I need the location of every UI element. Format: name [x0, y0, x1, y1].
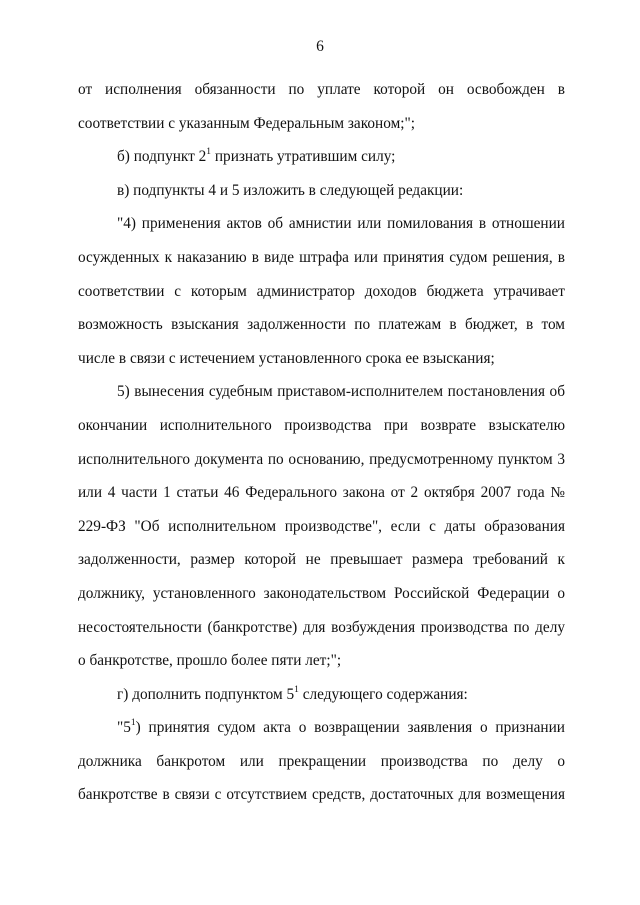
text-run: следующего содержания: — [298, 685, 468, 703]
text-run: соответствии с указанным Федеральным законом;"; — [78, 114, 415, 132]
page-number: 6 — [316, 38, 324, 55]
paragraph-p6 — [78, 375, 565, 677]
superscript: 1 — [206, 147, 212, 158]
paragraph-p5 — [78, 207, 565, 375]
text-run: "5 — [117, 719, 131, 737]
text-run: от исполнения обязанности по уплате которой он освобожден в — [78, 81, 565, 98]
paragraph-p7 — [78, 678, 565, 712]
text-run: в) подпункты 4 и 5 изложить в следующей редакции: — [117, 181, 464, 199]
text-run: ) принятия судом акта о возвращении заявления о признании должника банкротом или прекращении производства по делу о банкротстве в связи с отсутствием средств, достаточных для возмещения — [78, 719, 565, 804]
paragraph-p3 — [78, 140, 565, 174]
document-body — [78, 73, 565, 812]
text-run: б) подпункт 2 — [117, 148, 207, 166]
text-run: 5) вынесения судебным приставом-исполнителем постановления об окончании исполнительного производства при возврате взыскателю исполнительного документа по основанию, предусмотренному пунктом 3 или 4 части 1 статьи 46 Федерального закона от 2 октября 2007 года № 229-ФЗ "Об исполнительном производстве", если с даты образования задолженности, размер которой не превышает размера требований к должнику, установленного законодательством Российской Федерации о несостоятельности (банкротстве) для возбуждения производства по делу о банкротстве, прошло более пяти лет;"; — [78, 383, 565, 670]
text-run: "4) применения актов об амнистии или помилования в отношении осужденных к наказанию в виде штрафа или принятия судом решения, в соответствии с которым администратор доходов бюджета утрачивает возможность взыскания задолженности по платежам в бюджет, в том числе в связи с истечением установленного срока ее взыскания; — [78, 215, 565, 367]
paragraph-p8 — [78, 711, 565, 812]
paragraph-p1 — [78, 73, 565, 107]
paragraph-p2 — [78, 107, 565, 141]
text-run: признать утратившим силу; — [211, 148, 396, 166]
text-run: г) дополнить подпунктом 5 — [117, 685, 295, 703]
superscript: 1 — [294, 684, 299, 695]
superscript: 1 — [130, 718, 136, 729]
paragraph-p4 — [78, 174, 565, 208]
